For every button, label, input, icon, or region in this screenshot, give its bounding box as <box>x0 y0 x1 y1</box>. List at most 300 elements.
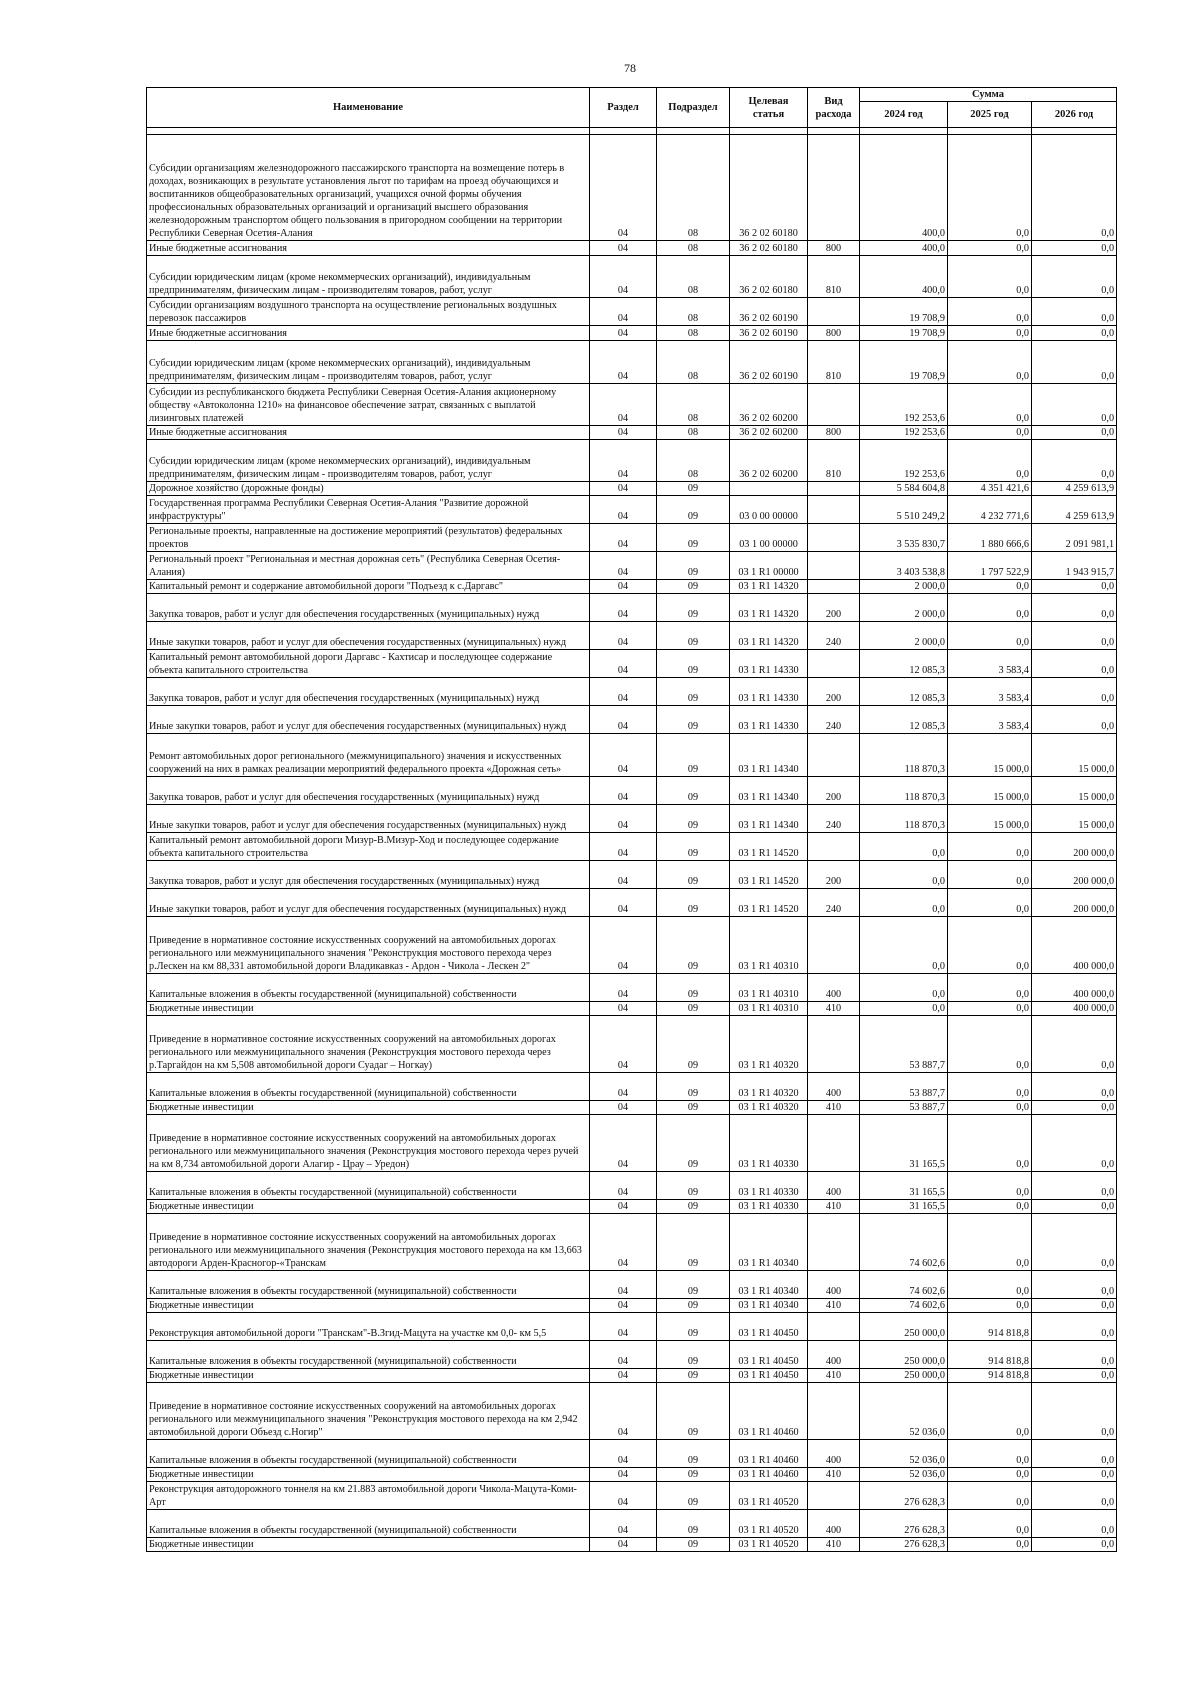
row-sum-2026-cell: 200 000,0 <box>1032 833 1117 861</box>
row-expense-type-cell: 400 <box>808 1440 860 1468</box>
row-sum-2026-cell: 4 259 613,9 <box>1032 496 1117 524</box>
row-target-article-cell: 36 2 02 60200 <box>730 440 808 482</box>
header-subsection: Подраздел <box>657 88 730 128</box>
row-sum-2026-cell: 1 943 915,7 <box>1032 552 1117 580</box>
row-section-cell: 04 <box>590 326 657 341</box>
row-sum-2025-cell: 0,0 <box>948 326 1032 341</box>
row-sum-2025-cell: 15 000,0 <box>948 777 1032 805</box>
table-row <box>147 1002 1117 1016</box>
row-sum-2024-cell: 3 535 830,7 <box>860 524 948 552</box>
row-sum-2024-cell: 192 253,6 <box>860 426 948 440</box>
table-row <box>147 734 1117 777</box>
row-sum-2025-cell: 0,0 <box>948 1214 1032 1271</box>
row-target-article-cell: 03 1 R1 40330 <box>730 1200 808 1214</box>
row-section-cell: 04 <box>590 1538 657 1552</box>
row-sum-2025-cell: 0,0 <box>948 594 1032 622</box>
row-section-cell: 04 <box>590 256 657 298</box>
row-target-article-cell: 36 2 02 60180 <box>730 241 808 256</box>
row-name-cell: Субсидии организациям железнодорожного пассажирского транспорта на возмещение потерь в доходах, возникающих в результате установления льгот по тарифам на проезд обучающихся и воспитанников общеобразовательных организаций, учащихся очной формы обучения профессиональных образовательных организаций и организаций высшего образования железнодорожным транспортом общего пользования в пригородном сообщении на территории Республики Северная Осетия-Алания <box>147 135 590 241</box>
header-year-2025: 2025 год <box>948 102 1032 128</box>
row-section-cell: 04 <box>590 594 657 622</box>
row-target-article-cell: 03 1 R1 14520 <box>730 861 808 889</box>
row-subsection-cell: 09 <box>657 889 730 917</box>
row-expense-type-cell <box>808 1482 860 1510</box>
row-name-cell: Субсидии организациям воздушного транспорта на осуществление региональных воздушных перевозок пассажиров <box>147 298 590 326</box>
row-section-cell: 04 <box>590 298 657 326</box>
row-sum-2026-cell: 15 000,0 <box>1032 734 1117 777</box>
row-target-article-cell: 03 1 R1 40340 <box>730 1299 808 1313</box>
row-expense-type-cell <box>808 1383 860 1440</box>
row-target-article-cell: 03 1 R1 14330 <box>730 706 808 734</box>
row-subsection-cell: 09 <box>657 1271 730 1299</box>
row-name-cell: Капитальный ремонт и содержание автомобильной дороги "Подъезд к с.Даргавс" <box>147 580 590 594</box>
row-section-cell: 04 <box>590 1002 657 1016</box>
row-sum-2025-cell: 0,0 <box>948 622 1032 650</box>
row-expense-type-cell: 240 <box>808 889 860 917</box>
table-row <box>147 1016 1117 1073</box>
row-sum-2024-cell: 276 628,3 <box>860 1510 948 1538</box>
row-subsection-cell: 09 <box>657 1073 730 1101</box>
table-row <box>147 622 1117 650</box>
row-target-article-cell: 03 1 00 00000 <box>730 524 808 552</box>
row-section-cell: 04 <box>590 1440 657 1468</box>
row-expense-type-cell <box>808 524 860 552</box>
row-sum-2025-cell: 0,0 <box>948 256 1032 298</box>
row-sum-2024-cell: 250 000,0 <box>860 1369 948 1383</box>
row-expense-type-cell <box>808 1016 860 1073</box>
row-name-cell: Реконструкция автодорожного тоннеля на км 21.883 автомобильной дороги Чикола-Мацута-Коми-Арт <box>147 1482 590 1510</box>
row-target-article-cell: 03 1 R1 40340 <box>730 1214 808 1271</box>
row-expense-type-cell: 800 <box>808 241 860 256</box>
row-sum-2025-cell: 15 000,0 <box>948 805 1032 833</box>
table-row <box>147 384 1117 426</box>
row-expense-type-cell <box>808 298 860 326</box>
row-sum-2025-cell: 0,0 <box>948 1482 1032 1510</box>
row-expense-type-cell: 200 <box>808 861 860 889</box>
row-target-article-cell: 03 0 00 00000 <box>730 496 808 524</box>
row-expense-type-cell: 240 <box>808 622 860 650</box>
row-sum-2025-cell: 0,0 <box>948 1271 1032 1299</box>
row-subsection-cell: 09 <box>657 706 730 734</box>
row-name-cell: Региональный проект "Региональная и местная дорожная сеть" (Республика Северная Осетия-Алания) <box>147 552 590 580</box>
row-subsection-cell: 09 <box>657 552 730 580</box>
row-subsection-cell: 08 <box>657 241 730 256</box>
row-target-article-cell: 36 2 02 60200 <box>730 426 808 440</box>
row-section-cell: 04 <box>590 974 657 1002</box>
row-sum-2025-cell: 0,0 <box>948 440 1032 482</box>
row-name-cell: Бюджетные инвестиции <box>147 1369 590 1383</box>
row-section-cell: 04 <box>590 1510 657 1538</box>
row-target-article-cell: 36 2 02 60190 <box>730 341 808 384</box>
row-sum-2026-cell: 0,0 <box>1032 580 1117 594</box>
table-row <box>147 1440 1117 1468</box>
table-row <box>147 241 1117 256</box>
row-sum-2026-cell: 0,0 <box>1032 706 1117 734</box>
row-subsection-cell: 09 <box>657 1313 730 1341</box>
row-target-article-cell: 03 1 R1 40450 <box>730 1341 808 1369</box>
row-expense-type-cell: 410 <box>808 1299 860 1313</box>
row-name-cell: Региональные проекты, направленные на достижение мероприятий (результатов) федеральных проектов <box>147 524 590 552</box>
row-name-cell: Приведение в нормативное состояние искусственных сооружений на автомобильных дорогах регионального или межмуниципального значения (Реконструкция мостового перехода через ручей на км 8,734 автомобильной дороги Алагир - Црау – Уредон) <box>147 1115 590 1172</box>
row-name-cell: Капитальные вложения в объекты государственной (муниципальной) собственности <box>147 1341 590 1369</box>
row-name-cell: Ремонт автомобильных дорог регионального (межмуниципального) значения и искусственных сооружений на них в рамках реализации мероприятий федерального проекта «Дорожная сеть» <box>147 734 590 777</box>
row-section-cell: 04 <box>590 440 657 482</box>
row-sum-2025-cell: 0,0 <box>948 1073 1032 1101</box>
row-sum-2026-cell: 0,0 <box>1032 135 1117 241</box>
row-section-cell: 04 <box>590 524 657 552</box>
row-sum-2024-cell: 0,0 <box>860 917 948 974</box>
row-expense-type-cell: 240 <box>808 706 860 734</box>
row-sum-2024-cell: 192 253,6 <box>860 440 948 482</box>
row-sum-2024-cell: 19 708,9 <box>860 298 948 326</box>
table-row <box>147 805 1117 833</box>
row-sum-2024-cell: 19 708,9 <box>860 326 948 341</box>
row-subsection-cell: 09 <box>657 833 730 861</box>
row-subsection-cell: 08 <box>657 341 730 384</box>
row-sum-2024-cell: 74 602,6 <box>860 1299 948 1313</box>
row-target-article-cell: 03 1 R1 14520 <box>730 889 808 917</box>
row-sum-2024-cell: 74 602,6 <box>860 1214 948 1271</box>
row-section-cell: 04 <box>590 384 657 426</box>
row-sum-2026-cell: 0,0 <box>1032 241 1117 256</box>
row-section-cell: 04 <box>590 135 657 241</box>
row-section-cell: 04 <box>590 426 657 440</box>
row-subsection-cell: 09 <box>657 777 730 805</box>
row-name-cell: Приведение в нормативное состояние искусственных сооружений на автомобильных дорогах регионального или межмуниципального значения "Реконструкция мостового перехода на км 2,942 автомобильной дороги Объезд с.Ногир" <box>147 1383 590 1440</box>
row-sum-2024-cell: 0,0 <box>860 861 948 889</box>
row-sum-2026-cell: 0,0 <box>1032 1101 1117 1115</box>
row-section-cell: 04 <box>590 241 657 256</box>
row-subsection-cell: 09 <box>657 1214 730 1271</box>
table-row <box>147 1468 1117 1482</box>
table-row <box>147 580 1117 594</box>
row-sum-2026-cell: 0,0 <box>1032 1172 1117 1200</box>
row-sum-2024-cell: 250 000,0 <box>860 1313 948 1341</box>
row-subsection-cell: 09 <box>657 861 730 889</box>
row-name-cell: Капитальные вложения в объекты государственной (муниципальной) собственности <box>147 1271 590 1299</box>
row-subsection-cell: 08 <box>657 384 730 426</box>
row-name-cell: Капитальные вложения в объекты государственной (муниципальной) собственности <box>147 974 590 1002</box>
row-target-article-cell: 03 1 R1 40330 <box>730 1172 808 1200</box>
row-name-cell: Государственная программа Республики Северная Осетия-Алания "Развитие дорожной инфраструктуры" <box>147 496 590 524</box>
row-target-article-cell: 36 2 02 60190 <box>730 298 808 326</box>
row-section-cell: 04 <box>590 1341 657 1369</box>
row-sum-2024-cell: 53 887,7 <box>860 1016 948 1073</box>
table-row <box>147 650 1117 678</box>
row-sum-2024-cell: 118 870,3 <box>860 777 948 805</box>
table-row <box>147 861 1117 889</box>
row-sum-2026-cell: 0,0 <box>1032 341 1117 384</box>
row-expense-type-cell <box>808 1313 860 1341</box>
row-sum-2025-cell: 1 797 522,9 <box>948 552 1032 580</box>
row-target-article-cell: 03 1 R1 40460 <box>730 1468 808 1482</box>
row-sum-2024-cell: 52 036,0 <box>860 1440 948 1468</box>
row-sum-2024-cell: 53 887,7 <box>860 1073 948 1101</box>
row-sum-2026-cell: 0,0 <box>1032 1341 1117 1369</box>
table-row <box>147 326 1117 341</box>
row-sum-2026-cell: 200 000,0 <box>1032 861 1117 889</box>
row-section-cell: 04 <box>590 341 657 384</box>
row-subsection-cell: 09 <box>657 1510 730 1538</box>
row-section-cell: 04 <box>590 1200 657 1214</box>
row-sum-2024-cell: 52 036,0 <box>860 1383 948 1440</box>
table-row <box>147 135 1117 241</box>
row-target-article-cell: 03 1 R1 40320 <box>730 1073 808 1101</box>
row-sum-2024-cell: 400,0 <box>860 256 948 298</box>
table-row <box>147 594 1117 622</box>
row-sum-2024-cell: 192 253,6 <box>860 384 948 426</box>
row-sum-2025-cell: 0,0 <box>948 861 1032 889</box>
row-target-article-cell: 03 1 R1 40460 <box>730 1440 808 1468</box>
row-target-article-cell: 03 1 R1 14330 <box>730 650 808 678</box>
table-row <box>147 1482 1117 1510</box>
page-number: 78 <box>624 61 636 75</box>
row-name-cell: Иные бюджетные ассигнования <box>147 426 590 440</box>
row-sum-2024-cell: 0,0 <box>860 889 948 917</box>
row-sum-2026-cell: 0,0 <box>1032 594 1117 622</box>
row-subsection-cell: 09 <box>657 1468 730 1482</box>
header-target-article: Целевая статья <box>730 88 808 128</box>
row-sum-2026-cell: 0,0 <box>1032 1440 1117 1468</box>
row-subsection-cell: 09 <box>657 1482 730 1510</box>
row-subsection-cell: 09 <box>657 594 730 622</box>
row-expense-type-cell <box>808 650 860 678</box>
row-expense-type-cell <box>808 1214 860 1271</box>
row-subsection-cell: 09 <box>657 580 730 594</box>
table-row <box>147 833 1117 861</box>
row-sum-2025-cell: 0,0 <box>948 580 1032 594</box>
table-row <box>147 482 1117 496</box>
row-sum-2024-cell: 0,0 <box>860 1002 948 1016</box>
row-name-cell: Иные закупки товаров, работ и услуг для обеспечения государственных (муниципальных) нужд <box>147 889 590 917</box>
row-section-cell: 04 <box>590 889 657 917</box>
row-sum-2025-cell: 3 583,4 <box>948 706 1032 734</box>
row-expense-type-cell: 410 <box>808 1369 860 1383</box>
table-row <box>147 1341 1117 1369</box>
row-name-cell: Приведение в нормативное состояние искусственных сооружений на автомобильных дорогах регионального или межмуниципального значения "Реконструкция мостового перехода через р.Лескен на км 88,331 автомобильной дороги Владикавказ - Ардон - Чикола - Лескен 2" <box>147 917 590 974</box>
row-target-article-cell: 03 1 R1 00000 <box>730 552 808 580</box>
row-subsection-cell: 09 <box>657 1369 730 1383</box>
row-sum-2025-cell: 0,0 <box>948 1172 1032 1200</box>
row-expense-type-cell: 200 <box>808 777 860 805</box>
row-subsection-cell: 09 <box>657 1299 730 1313</box>
table-row <box>147 256 1117 298</box>
row-name-cell: Иные закупки товаров, работ и услуг для обеспечения государственных (муниципальных) нужд <box>147 706 590 734</box>
row-sum-2025-cell: 0,0 <box>948 917 1032 974</box>
row-subsection-cell: 09 <box>657 805 730 833</box>
table-row <box>147 706 1117 734</box>
row-sum-2026-cell: 0,0 <box>1032 1200 1117 1214</box>
row-name-cell: Иные бюджетные ассигнования <box>147 326 590 341</box>
row-expense-type-cell: 810 <box>808 256 860 298</box>
row-subsection-cell: 09 <box>657 917 730 974</box>
row-name-cell: Иные закупки товаров, работ и услуг для обеспечения государственных (муниципальных) нужд <box>147 805 590 833</box>
row-target-article-cell: 03 1 R1 40520 <box>730 1482 808 1510</box>
row-name-cell: Капитальные вложения в объекты государственной (муниципальной) собственности <box>147 1073 590 1101</box>
table-row <box>147 889 1117 917</box>
row-sum-2025-cell: 15 000,0 <box>948 734 1032 777</box>
header-expense-type: Вид расхода <box>808 88 860 128</box>
table-row <box>147 1200 1117 1214</box>
row-sum-2026-cell: 2 091 981,1 <box>1032 524 1117 552</box>
row-sum-2025-cell: 914 818,8 <box>948 1313 1032 1341</box>
row-expense-type-cell: 200 <box>808 594 860 622</box>
row-expense-type-cell: 410 <box>808 1200 860 1214</box>
row-sum-2026-cell: 0,0 <box>1032 440 1117 482</box>
row-name-cell: Иные бюджетные ассигнования <box>147 241 590 256</box>
row-subsection-cell: 09 <box>657 496 730 524</box>
row-target-article-cell: 03 1 R1 40520 <box>730 1538 808 1552</box>
row-sum-2026-cell: 0,0 <box>1032 426 1117 440</box>
row-section-cell: 04 <box>590 1299 657 1313</box>
row-subsection-cell: 08 <box>657 256 730 298</box>
table-row <box>147 524 1117 552</box>
row-subsection-cell: 09 <box>657 482 730 496</box>
table-row <box>147 1299 1117 1313</box>
row-target-article-cell: 03 1 R1 40340 <box>730 1271 808 1299</box>
row-sum-2024-cell: 0,0 <box>860 833 948 861</box>
row-name-cell: Дорожное хозяйство (дорожные фонды) <box>147 482 590 496</box>
table-header <box>147 88 1117 128</box>
row-name-cell: Капитальные вложения в объекты государственной (муниципальной) собственности <box>147 1172 590 1200</box>
row-sum-2025-cell: 0,0 <box>948 1440 1032 1468</box>
row-sum-2026-cell: 0,0 <box>1032 326 1117 341</box>
row-sum-2024-cell: 2 000,0 <box>860 594 948 622</box>
row-target-article-cell: 03 1 R1 14330 <box>730 678 808 706</box>
row-sum-2026-cell: 0,0 <box>1032 1313 1117 1341</box>
row-sum-2024-cell: 31 165,5 <box>860 1172 948 1200</box>
row-sum-2025-cell: 0,0 <box>948 1468 1032 1482</box>
row-sum-2025-cell: 0,0 <box>948 384 1032 426</box>
row-sum-2026-cell: 400 000,0 <box>1032 917 1117 974</box>
row-target-article-cell: 03 1 R1 40520 <box>730 1510 808 1538</box>
row-target-article-cell: 03 1 R1 40310 <box>730 974 808 1002</box>
row-name-cell: Бюджетные инвестиции <box>147 1101 590 1115</box>
row-target-article-cell: 03 1 R1 40450 <box>730 1369 808 1383</box>
row-target-article-cell: 03 1 R1 14340 <box>730 805 808 833</box>
row-sum-2024-cell: 31 165,5 <box>860 1200 948 1214</box>
row-sum-2025-cell: 914 818,8 <box>948 1369 1032 1383</box>
row-name-cell: Приведение в нормативное состояние искусственных сооружений на автомобильных дорогах регионального или межмуниципального значения (Реконструкция мостового перехода через р.Таргайдон на км 5,508 автомобильной дороги Суадаг – Ногкау) <box>147 1016 590 1073</box>
row-sum-2025-cell: 0,0 <box>948 1510 1032 1538</box>
row-sum-2024-cell: 250 000,0 <box>860 1341 948 1369</box>
row-name-cell: Закупка товаров, работ и услуг для обеспечения государственных (муниципальных) нужд <box>147 678 590 706</box>
row-sum-2025-cell: 0,0 <box>948 1299 1032 1313</box>
table-body <box>147 128 1117 1552</box>
row-expense-type-cell: 400 <box>808 1172 860 1200</box>
row-section-cell: 04 <box>590 1482 657 1510</box>
row-expense-type-cell <box>808 580 860 594</box>
row-sum-2026-cell: 0,0 <box>1032 1299 1117 1313</box>
row-expense-type-cell <box>808 734 860 777</box>
row-section-cell: 04 <box>590 1214 657 1271</box>
header-year-2026: 2026 год <box>1032 102 1117 128</box>
row-target-article-cell: 03 1 R1 14320 <box>730 580 808 594</box>
table-row <box>147 552 1117 580</box>
row-sum-2024-cell: 2 000,0 <box>860 580 948 594</box>
row-expense-type-cell: 410 <box>808 1538 860 1552</box>
row-sum-2025-cell: 0,0 <box>948 1016 1032 1073</box>
row-sum-2025-cell: 0,0 <box>948 974 1032 1002</box>
row-subsection-cell: 09 <box>657 734 730 777</box>
row-expense-type-cell: 410 <box>808 1101 860 1115</box>
row-sum-2024-cell: 2 000,0 <box>860 622 948 650</box>
row-name-cell: Капитальный ремонт автомобильной дороги Мизур-В.Мизур-Ход и последующее содержание объекта капитального строительства <box>147 833 590 861</box>
row-section-cell: 04 <box>590 1313 657 1341</box>
row-name-cell: Субсидии юридическим лицам (кроме некоммерческих организаций), индивидуальным предпринимателям, физическим лицам - производителям товаров, работ, услуг <box>147 256 590 298</box>
row-sum-2026-cell: 0,0 <box>1032 1369 1117 1383</box>
row-subsection-cell: 08 <box>657 326 730 341</box>
row-expense-type-cell <box>808 833 860 861</box>
row-sum-2024-cell: 12 085,3 <box>860 706 948 734</box>
row-subsection-cell: 08 <box>657 298 730 326</box>
row-expense-type-cell: 800 <box>808 326 860 341</box>
table-row <box>147 1383 1117 1440</box>
row-sum-2025-cell: 0,0 <box>948 1538 1032 1552</box>
row-subsection-cell: 09 <box>657 622 730 650</box>
row-sum-2025-cell: 3 583,4 <box>948 650 1032 678</box>
budget-table <box>146 87 1117 1552</box>
table-row <box>147 496 1117 524</box>
row-section-cell: 04 <box>590 482 657 496</box>
table-row <box>147 1369 1117 1383</box>
row-expense-type-cell: 200 <box>808 678 860 706</box>
row-section-cell: 04 <box>590 1016 657 1073</box>
row-name-cell: Приведение в нормативное состояние искусственных сооружений на автомобильных дорогах регионального или межмуниципального значения (Реконструкция мостового перехода на км 13,663 автодороги Арден-Красногор-«Транскам <box>147 1214 590 1271</box>
row-name-cell: Субсидии из республиканского бюджета Республики Северная Осетия-Алания акционерному обществу «Автоколонна 1210» на финансовое обеспечение затрат, связанных с выплатой лизинговых платежей <box>147 384 590 426</box>
row-name-cell: Капитальный ремонт автомобильной дороги Даргавс - Кахтисар и последующее содержание объекта капитального строительства <box>147 650 590 678</box>
row-subsection-cell: 09 <box>657 974 730 1002</box>
row-expense-type-cell: 400 <box>808 1271 860 1299</box>
row-subsection-cell: 09 <box>657 1115 730 1172</box>
table-row <box>147 1115 1117 1172</box>
table-row <box>147 426 1117 440</box>
row-expense-type-cell: 810 <box>808 440 860 482</box>
header-spacer-row <box>147 128 1117 135</box>
row-sum-2025-cell: 914 818,8 <box>948 1341 1032 1369</box>
row-name-cell: Бюджетные инвестиции <box>147 1538 590 1552</box>
row-target-article-cell: 36 2 02 60180 <box>730 135 808 241</box>
row-target-article-cell: 03 1 R1 40460 <box>730 1383 808 1440</box>
row-sum-2026-cell: 0,0 <box>1032 622 1117 650</box>
row-sum-2026-cell: 0,0 <box>1032 1482 1117 1510</box>
row-target-article-cell: 03 1 R1 14520 <box>730 833 808 861</box>
row-sum-2025-cell: 4 351 421,6 <box>948 482 1032 496</box>
row-subsection-cell: 09 <box>657 650 730 678</box>
row-name-cell: Закупка товаров, работ и услуг для обеспечения государственных (муниципальных) нужд <box>147 594 590 622</box>
table-row <box>147 1510 1117 1538</box>
row-section-cell: 04 <box>590 1115 657 1172</box>
row-sum-2024-cell: 118 870,3 <box>860 805 948 833</box>
row-sum-2024-cell: 276 628,3 <box>860 1482 948 1510</box>
header-section: Раздел <box>590 88 657 128</box>
row-subsection-cell: 09 <box>657 524 730 552</box>
row-target-article-cell: 36 2 02 60200 <box>730 384 808 426</box>
row-section-cell: 04 <box>590 1468 657 1482</box>
row-target-article-cell: 03 1 R1 14340 <box>730 777 808 805</box>
row-sum-2024-cell: 31 165,5 <box>860 1115 948 1172</box>
row-sum-2025-cell: 0,0 <box>948 833 1032 861</box>
row-sum-2026-cell: 0,0 <box>1032 384 1117 426</box>
row-sum-2026-cell: 0,0 <box>1032 298 1117 326</box>
table-row <box>147 777 1117 805</box>
row-target-article-cell: 03 1 R1 40310 <box>730 917 808 974</box>
table-row <box>147 298 1117 326</box>
row-expense-type-cell: 400 <box>808 1341 860 1369</box>
row-sum-2025-cell: 1 880 666,6 <box>948 524 1032 552</box>
row-subsection-cell: 09 <box>657 1200 730 1214</box>
row-sum-2026-cell: 0,0 <box>1032 1016 1117 1073</box>
